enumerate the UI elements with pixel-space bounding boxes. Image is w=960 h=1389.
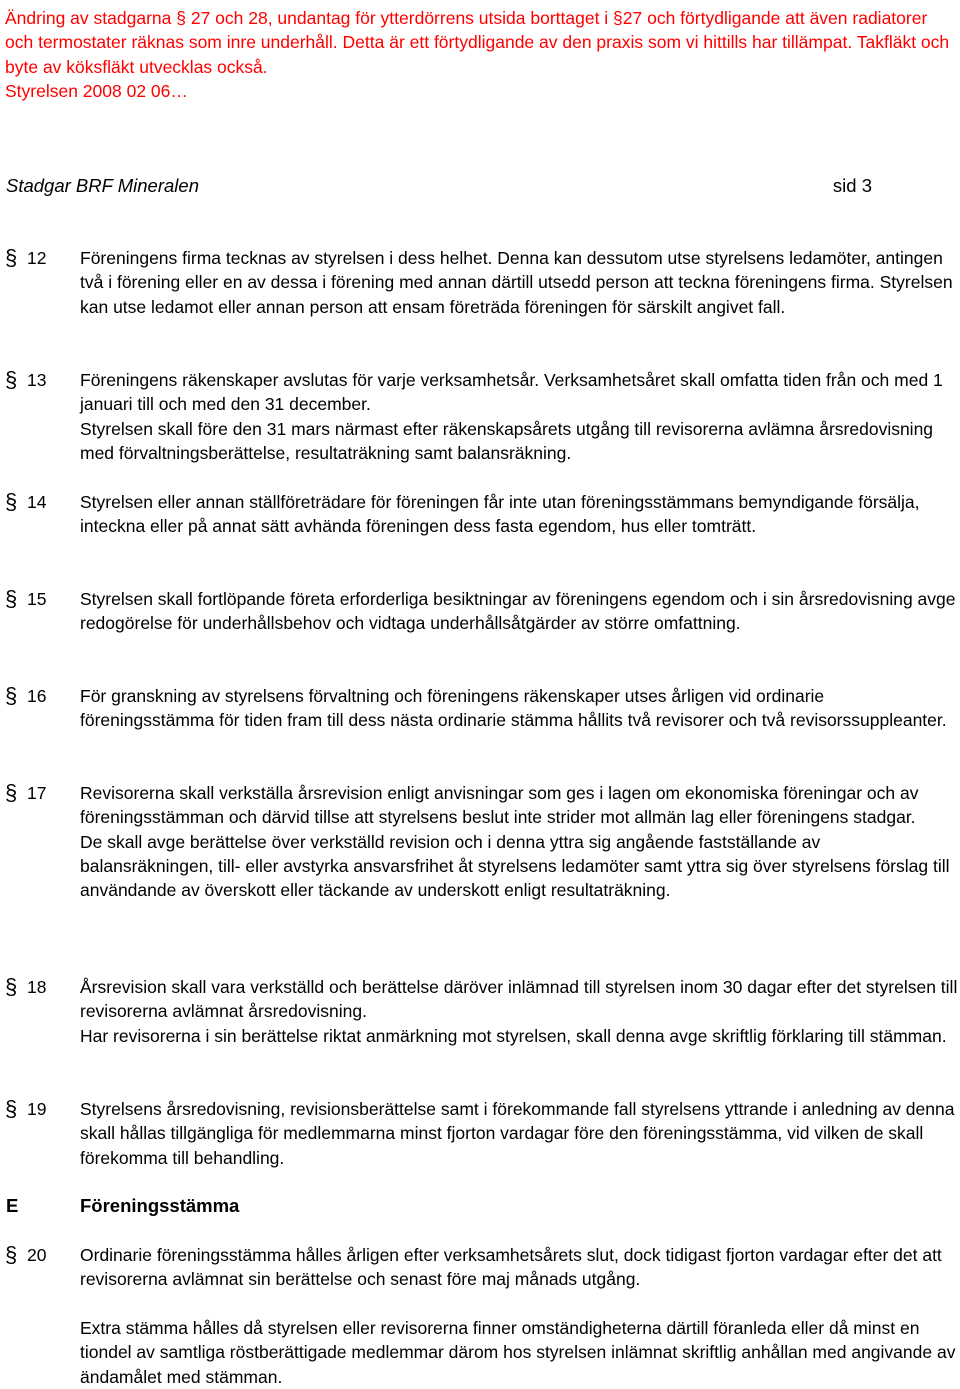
section-number: 20 [27,1245,47,1265]
page-number: sid 3 [832,175,872,196]
section-paragraph: Extra stämma hålles då styrelsen eller revisorerna finner omständigheterna därtill föranleda eller då minst en tiondel av samtliga röstberättigade medlemmar därom hos styrelsen inlämnat skriftlig anhållan med angivande av ändamålet med stämman. [80,1318,956,1387]
section-number: 19 [27,1099,47,1119]
section-number: 12 [27,248,47,268]
section-paragraph: Årsrevision skall vara verkställd och berättelse däröver inlämnad till styrelsen inom 30 dagar efter det styrelsen till revisorerna avlämnat årsredovisning. [80,977,958,1022]
section-number: 15 [27,589,47,609]
section-symbol: § [613,8,623,28]
section-symbol: § [5,245,18,270]
section-body [80,246,958,319]
section-symbol: § [5,683,18,708]
section-body [80,1243,958,1292]
section-body [80,1316,958,1389]
document-title: Stadgar BRF Mineralen [6,175,199,196]
section-body [80,490,958,539]
section-body [80,975,958,1048]
section-paragraph: Föreningens räkenskaper avslutas för varje verksamhetsår. Verksamhetsåret skall omfatta tiden från och med 1 januari till och med den 31 december. [80,370,943,415]
chapter-letter: E [6,1195,19,1216]
section-symbol: § [176,8,186,28]
section-paragraph: De skall avge berättelse över verkställd revision och i denna yttra sig angående fastställande av balansräkningen, till- eller avstyrka ansvarsfrihet åt styrelsens ledamöter samt yttra sig över styrelsens förslag till användande av överskott eller täckande av underskott enligt resultaträkning. [80,831,950,901]
section-paragraph: Ordinarie föreningsstämma hålles årligen efter verksamhetsårets slut, dock tidigast fjorton vardagar efter det att revisorerna avlämnat sin berättelse och senast före maj månads utgång. [80,1245,942,1290]
section-symbol: § [5,586,18,611]
section-body [80,368,958,465]
section-paragraph: Revisorerna skall verkställa årsrevision enligt anvisningar som ges i lagen om ekonomiska föreningar och av föreningsstämman och därvid tillse att styrelsens beslut inte strider mot allmän lag eller föreningens stadgar. [80,783,919,828]
section-body [80,684,958,733]
section-paragraph: Styrelsen eller annan ställföreträdare för föreningen får inte utan föreningsstämmans bemyndigande försälja, inteckna eller på annat sätt avhända föreningen dess fasta egendom, hus eller tomträtt. [80,492,920,537]
section-symbol: § [5,780,18,805]
section-number: 13 [27,370,47,390]
section-symbol: § [5,367,18,392]
section-paragraph: För granskning av styrelsens förvaltning och föreningens räkenskaper utses årligen vid ordinarie föreningsstämma för tiden fram till dess nästa ordinarie stämma hållits två revisorer och två revisorssuppleanter. [80,686,947,731]
section-number: 17 [27,783,47,803]
change-notice [5,6,955,103]
section-paragraph: Styrelsens årsredovisning, revisionsberättelse samt i förekommande fall styrelsens yttrande i anledning av denna skall hållas tillgängliga för medlemmarna minst fjorton vardagar före den föreningsstämma, vid vilken de skall förekomma till behandling. [80,1099,955,1168]
section-symbol: § [5,489,18,514]
section-number: 16 [27,686,47,706]
section-symbol: § [5,974,18,999]
change-notice-text: Ändring av stadgarna § 27 och 28, undantag för ytterdörrens utsida borttaget i §27 och förtydligande att även radiatorer och termostater räknas som inre underhåll. Detta är ett förtydligande av den praxis som vi hittills har tillämpat. Takfläkt och byte av köksfläkt utvecklas också. [5,8,950,77]
section-symbol: § [5,1242,18,1267]
section-body [80,781,958,902]
section-body [80,587,958,636]
section-number: 14 [27,492,47,512]
chapter-title: Föreningsstämma [80,1195,240,1216]
section-number: 18 [27,977,47,997]
section-symbol: § [5,1096,18,1121]
section-paragraph: Styrelsen skall före den 31 mars närmast efter räkenskapsårets utgång till revisorerna avlämna årsredovisning med förvaltningsberättelse, resultaträkning samt balansräkning. [80,418,934,463]
section-paragraph: Styrelsen skall fortlöpande företa erforderliga besiktningar av föreningens egendom och i sin årsredovisning avge redogörelse för underhållsbehov och vidtaga underhållsåtgärder av större omfattning. [80,589,956,634]
section-paragraph: Har revisorerna i sin berättelse riktat anmärkning mot styrelsen, skall denna avge skriftlig förklaring till stämman. [80,1025,947,1046]
change-notice-signature: Styrelsen 2008 02 06… [5,80,188,101]
page-header [6,173,872,199]
section-body [80,1097,958,1170]
section-paragraph: Föreningens firma tecknas av styrelsen i dess helhet. Denna kan dessutom utse styrelsens ledamöter, antingen två i förening eller en av dessa i förening med annan därtill utsedd person att teckna föreningens firma. Styrelsen kan utse ledamot eller annan person att ensam företräda föreningen för särskilt angivet fall. [80,248,953,317]
